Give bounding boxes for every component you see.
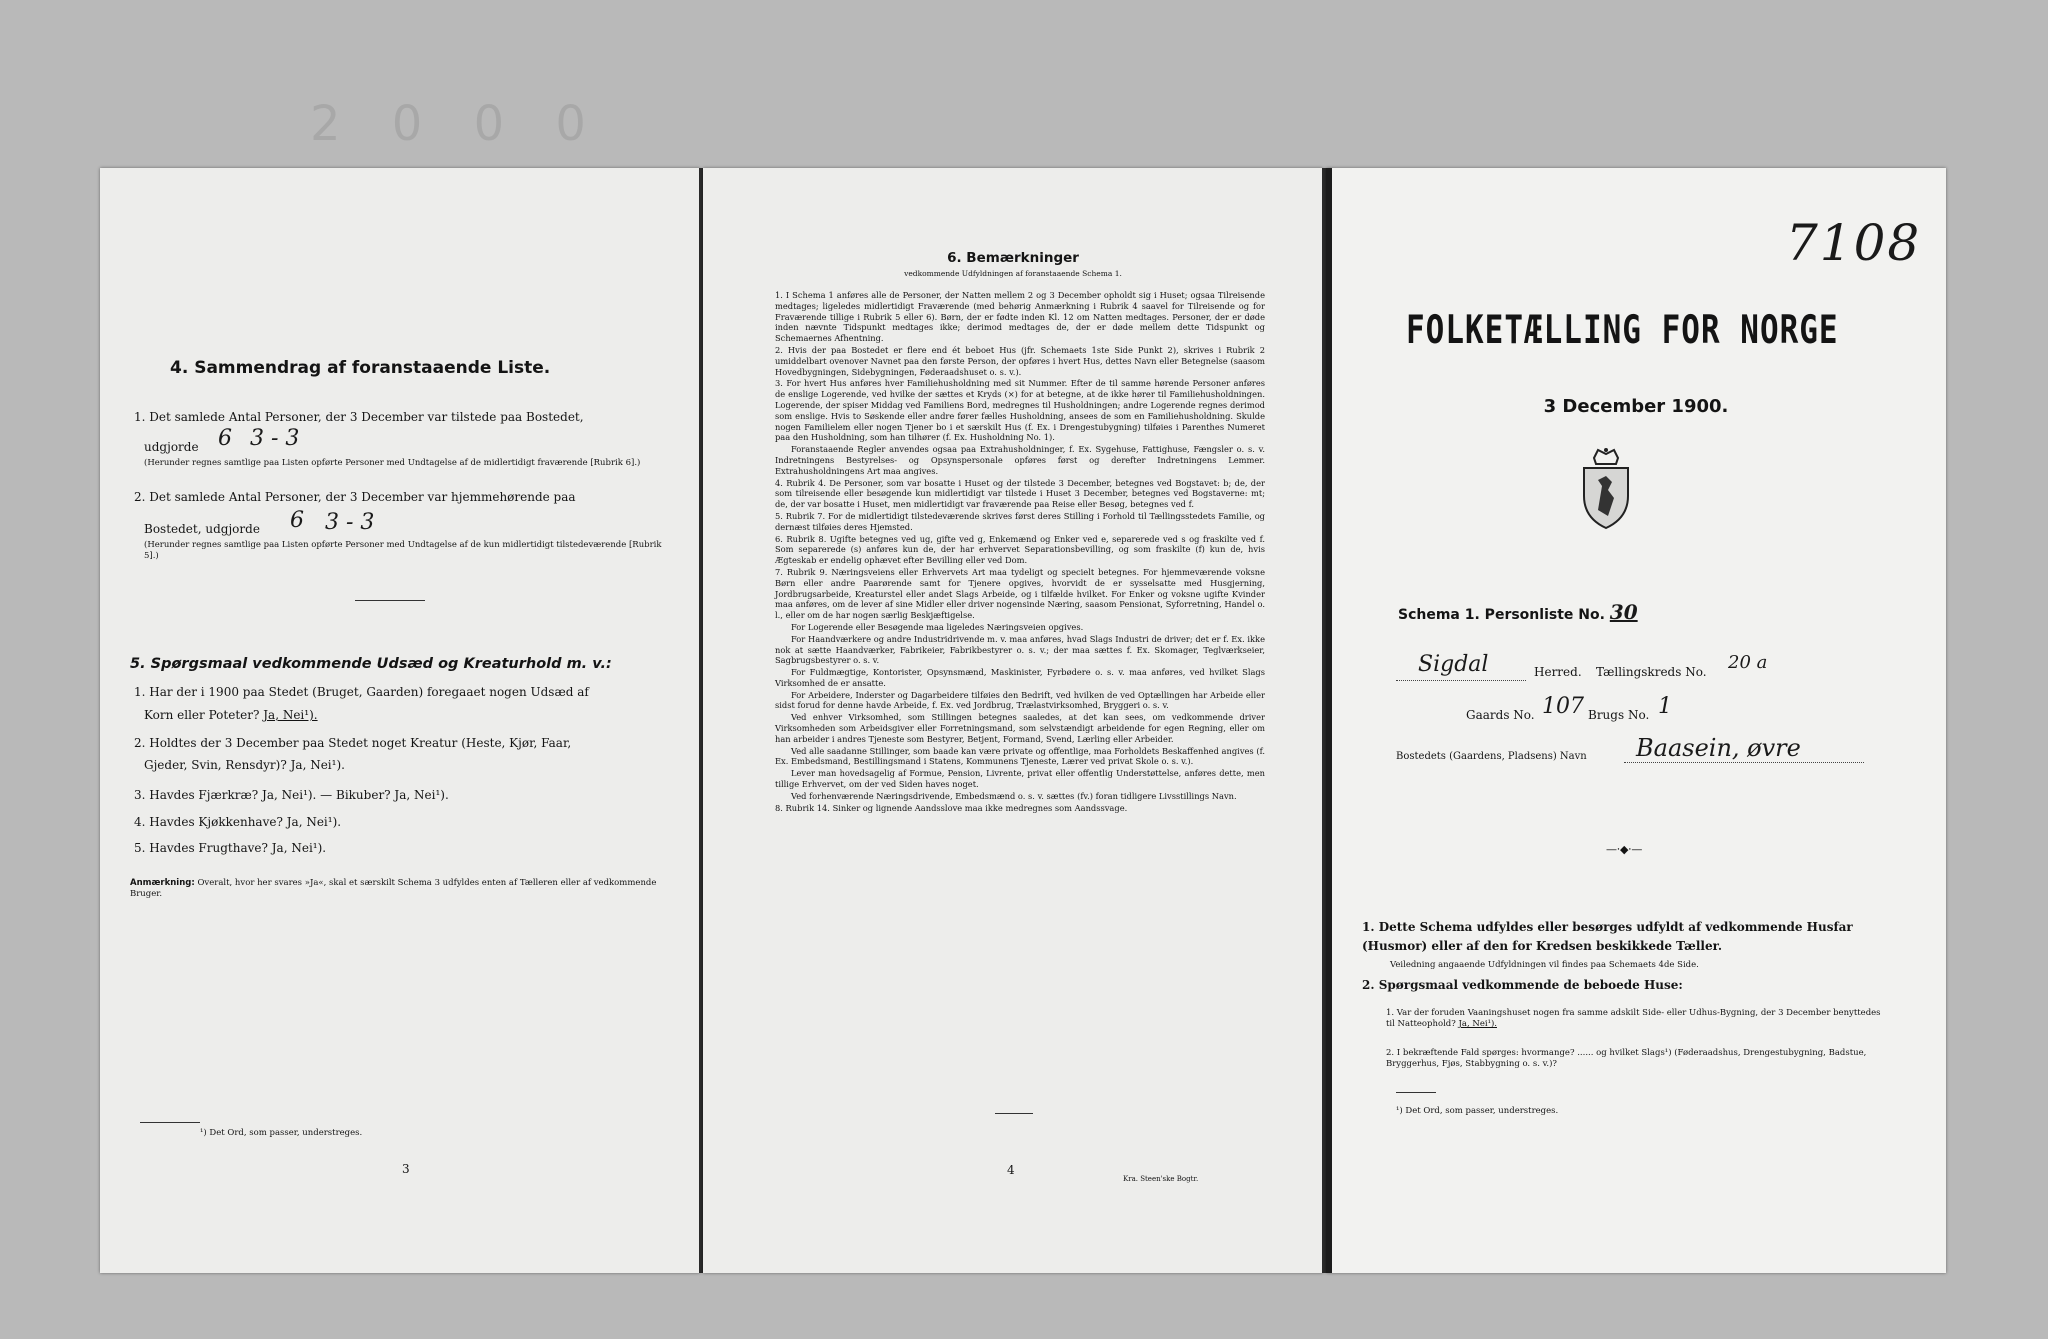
remark-paragraph: For Logerende eller Besøgende maa ligeledes Næringsveien opgives. — [791, 621, 1084, 632]
remark-paragraph: Ved enhver Virksomhed, som Stillingen betegnes saaledes, at det kan sees, om vedkommende driver Virksomheden som Arbeidsgiver eller Forretningsmand, som selvstændigt arbeidende for egen Regning, eller om han arbeider i andres Tjeneste som Bestyrer, Betjent, Formand, Svend, Lærling eller Arbeider. — [775, 712, 1265, 744]
instruction-2-1-answer: Ja, Nei¹). — [1458, 1019, 1497, 1029]
footnote-rule — [1396, 1092, 1436, 1093]
remark-paragraph: 1. I Schema 1 anføres alle de Personer, der Natten mellem 2 og 3 December opholdt sig i Huset; ogsaa Tilreisende medtages; ligeledes midlertidigt Fraværende (med behørig Anmærkning i Rubrik 4 saavel for Tilreisende og for Fraværende tillige i Rubrik 5 eller 6). Børn, der er fødte inden Kl. 12 om Natten medtages. Personer, der er døde inden nævnte Tidspunkt medtages ikke; derimod medtages de, der er døde mellem dette Tidspunkt og Schemaernes Afhentning. — [775, 290, 1265, 344]
remark-paragraph: 6. Rubrik 8. Ugifte betegnes ved ug, gifte ved g, Enkemænd og Enker ved e, separerede ved s og fraskilte ved f. Som separerede (s) anføres kun de, der har erhvervet Separationsbevilling, og som fraskilte (f) kun de, hvis Ægteskab er endelig ophævet efter Bevilling eller ved Dom. — [775, 533, 1265, 566]
q4-line — [134, 813, 341, 832]
q1: 1. Har der i 1900 paa Stedet (Bruget, Gaarden) foregaaet nogen Udsæd af — [134, 685, 589, 699]
q2b: Gjeder, Svin, Rensdyr)? — [144, 758, 287, 772]
item1-split: 3 - 3 — [250, 426, 300, 451]
schema-line — [1398, 600, 1638, 624]
remark-paragraph: 2. Hvis der paa Bostedet er flere end ét beboet Hus (jfr. Schemaets 1ste Side Punkt 2), skrives i Rubrik 2 umiddelbart ovenover Navnet paa den første Person, der opføres i hvert Hus, dettes Navn eller Betegnelse (saasom Hovedbygningen, Sidebygningen, Føderaadshuset o. s. v.). — [775, 344, 1265, 377]
personliste-no: 30 — [1609, 600, 1638, 624]
printer-mark: Kra. Steen'ske Bogtr. — [1123, 1175, 1199, 1183]
main-title: FOLKETÆLLING FOR NORGE — [1406, 308, 1839, 353]
q5-answer: Ja, Nei¹). — [271, 841, 327, 855]
kreds-label: Tællingskreds No. — [1596, 665, 1707, 679]
bosted-field — [1624, 746, 1864, 763]
item1-udgjorde: udgjorde — [144, 440, 199, 454]
q3: 3. Havdes Fjærkræ? — [134, 788, 259, 802]
instruction-2-2: 2. I bekræftende Fald spørges: hvormange? ...... og hvilket Slags¹) (Føderaadshus, Drengestubygning, Badstue, Bryggerhus, Fjøs, Stabbygning o. s. v.)? — [1386, 1048, 1867, 1069]
footnote: ¹) Det Ord, som passer, understreges. — [1396, 1106, 1559, 1116]
gaards-label: Gaards No. — [1466, 708, 1535, 722]
divider — [995, 1113, 1033, 1114]
gaards-no: 107 — [1542, 694, 1584, 719]
anmerkning-label: Anmærkning: — [130, 878, 195, 888]
item1-text: 1. Det samlede Antal Personer, der 3 December var tilstede paa Bostedet, — [134, 410, 584, 424]
remarks-title: 6. Bemærkninger — [947, 250, 1079, 266]
brugs-label: Brugs No. — [1588, 708, 1650, 722]
kreds-no: 20 a — [1728, 652, 1768, 673]
item2-note: (Herunder regnes samtlige paa Listen opførte Personer med Undtagelse af de kun midlertidigt tilstedeværende [Rubrik 5].) — [144, 540, 662, 561]
remark-paragraph: For Fuldmægtige, Kontorister, Opsynsmænd, Maskinister, Fyrbødere o. s. v. maa anføres, ved hvilket Slags Virksomhed de er ansatte. — [775, 667, 1265, 688]
section5-title: 5. Spørgsmaal vedkommende Udsæd og Kreaturhold m. v.: — [130, 656, 612, 672]
q4-answer: Ja, Nei¹). — [286, 815, 342, 829]
q2-line2 — [144, 756, 345, 775]
herred-name: Sigdal — [1418, 652, 1489, 677]
section4-title: 4. Sammendrag af foranstaaende Liste. — [170, 358, 551, 378]
instruction-2-1-block — [1386, 1008, 1886, 1030]
bosted-name: Baasein, øvre — [1636, 734, 1801, 762]
left-page — [100, 168, 700, 1273]
remarks-body — [775, 290, 1265, 814]
remark-paragraph: 8. Rubrik 14. Sinker og lignende Aandsslove maa ikke medregnes som Aandssvage. — [775, 802, 1128, 813]
remark-paragraph: For Arbeidere, Inderster og Dagarbeidere tilføies den Bedrift, ved hvilken de ved Optællingen har Arbeide eller sidst forud for denne havde Arbeide, f. Ex. ved Jordbrug, Trælastvirksomhed, Bryggeri o. s. v. — [775, 689, 1265, 711]
q1-line2 — [144, 706, 318, 725]
coat-of-arms-icon — [1576, 446, 1636, 531]
page-number: 4 — [1007, 1163, 1015, 1177]
remark-paragraph: Foranstaaende Regler anvendes ogsaa paa Extrahusholdninger, f. Ex. Sygehuse, Fattighuse, Fængsler o. s. v. Indretningens Bestyrelses- og Opsynspersonale opføres først og derefter Indretningens Lemmer. Extrahusholdningens Art maa angives. — [775, 444, 1265, 476]
divider — [355, 600, 425, 601]
anmerkning-text: Overalt, hvor her svares »Ja«, skal et særskilt Schema 3 udfyldes enten af Tælleren eller af vedkommende Bruger. — [130, 878, 657, 899]
archive-number: 7108 — [1786, 214, 1922, 272]
item2-bostedet: Bostedet, udgjorde — [144, 522, 260, 536]
item2-split: 3 - 3 — [325, 510, 375, 535]
remark-paragraph: 4. Rubrik 4. De Personer, som var bosatte i Huset og der tilstede 3 December, betegnes ved Bogstavet: b; de, der som tilreisende eller besøgende kun midlertidigt var tilstede i Huset 3 December, betegnes ved Bogstaverne: mt; de, der var bosatte i Huset, men midlertidigt var fraværende paa Reise eller Besøg, betegnes ved f. — [775, 477, 1265, 510]
right-page — [1326, 168, 1946, 1273]
footnote-rule — [140, 1122, 200, 1123]
remark-paragraph: 7. Rubrik 9. Næringsveiens eller Erhvervets Art maa tydeligt og specielt betegnes. For hjemmeværende voksne Børn eller andre Paarørende samt for Tjenere opgives, hvorvidt de er sysselsatte med Husgjerning, Jordbrugsarbeide, Kreaturstel eller andet Slags Arbeide, og i tilfælde hvilket. For Enker og voksne ugifte Kvinder maa anføres, om de lever af sine Midler eller driver nogensinde Næring, saasom Pensionat, Syforretning, Handel o. l., eller om de har nogen særlig Beskjæftigelse. — [775, 566, 1265, 621]
bleed-through-text: 2 0 0 0 — [310, 96, 604, 152]
remark-paragraph: 5. Rubrik 7. For de midlertidigt tilstedeværende skrives først deres Stilling i Forhold til Tællingsstedets Familie, og dernæst tilføies deres Hjemsted. — [775, 510, 1265, 532]
footnote: ¹) Det Ord, som passer, understreges. — [200, 1128, 363, 1138]
instruction-2-1: 1. Var der foruden Vaaningshuset nogen fra samme adskilt Side- eller Udhus-Bygning, der 3 December benyttedes til Natteophold? — [1386, 1008, 1881, 1029]
q3-answer: Ja, Nei¹). — Bikuber? Ja, Nei¹). — [262, 788, 449, 802]
ornament-icon: —⸱◆⸱— — [1606, 843, 1643, 856]
remark-paragraph: 3. For hvert Hus anføres hver Familiehusholdning med sit Nummer. Efter de til samme hørende Personer anføres de enslige Logerende, ved hvilke der sættes et Kryds (×) for at betegne, at de ikke hører til Familiehusholdningen. Logerende, der spiser Middag ved Familiens Bord, medregnes til Husholdningen; andre Logerende regnes derimod som enslige. Hvis to Søskende eller andre fører fælles Husholdning, ansees de som en Familiehusholdning. Skulde nogen Familielem eller nogen Tjener bo i et særskilt Hus (f. Ex. i Drengestubygning) tilføies i Parenthes Numeret paa den Husholdning, som han tilhører (f. Ex. Husholdning No. 1). — [775, 378, 1265, 443]
q4: 4. Havdes Kjøkkenhave? — [134, 815, 283, 829]
instruction-1: 1. Dette Schema udfyldes eller besørges udfyldt af vedkommende Husfar (Husmor) eller af den for Kredsen beskikkede Tæller. — [1362, 920, 1853, 953]
item1-note: (Herunder regnes samtlige paa Listen opførte Personer med Undtagelse af de midlertidigt fraværende [Rubrik 6].) — [144, 458, 641, 468]
item1-value: 6 — [218, 426, 232, 451]
q2-answer: Ja, Nei¹). — [290, 758, 345, 772]
remark-paragraph: Ved alle saadanne Stillinger, som baade kan være private og offentlige, maa Forholdets Beskaffenhed angives (f. Ex. Embedsmand, Bestillingsmand i Statens, Kommunens Tjeneste, Lærer ved privat Skole o. s. v.). — [775, 745, 1265, 767]
instruction-1-note: Veiledning angaaende Udfyldningen vil findes paa Schemaets 4de Side. — [1390, 960, 1699, 970]
q5: 5. Havdes Frugthave? — [134, 841, 268, 855]
remark-paragraph: Lever man hovedsagelig af Formue, Pension, Livrente, privat eller offentlig Understøttelse, anføres dette, men tillige Erhvervet, om der ved Siden haves noget. — [775, 768, 1265, 790]
instruction-2: 2. Spørgsmaal vedkommende de beboede Huse: — [1362, 978, 1683, 992]
q1-answer: Ja, Nei¹). — [263, 708, 318, 722]
anmerkning-block — [130, 878, 670, 900]
schema-label: Schema 1. Personliste No. — [1398, 607, 1605, 623]
q2: 2. Holdtes der 3 December paa Stedet noget Kreatur (Heste, Kjør, Faar, — [134, 736, 572, 750]
remark-paragraph: For Haandværkere og andre Industridrivende m. v. maa anføres, hvad Slags Industri de driver; det er f. Ex. ikke nok at sætte Haandværker, Fabrikeier, Fabrikbestyrer o. s. v.; der maa sættes f. Ex. Skomager, Teglværkseier, Sagbrugsbestyrer o. s. v. — [775, 633, 1265, 666]
remark-paragraph: Ved forhenværende Næringsdrivende, Embedsmænd o. s. v. sættes (fv.) foran tidligere Livsstillings Navn. — [791, 790, 1237, 801]
item2-value: 6 — [290, 508, 304, 533]
page-number: 3 — [402, 1162, 410, 1176]
remarks-subtitle: vedkommende Udfyldningen af foranstaaende Schema 1. — [904, 269, 1122, 278]
q5-line — [134, 839, 326, 858]
census-date: 3 December 1900. — [1543, 396, 1729, 417]
item2-text: 2. Det samlede Antal Personer, der 3 December var hjemmehørende paa — [134, 490, 576, 504]
herred-label: Herred. — [1534, 665, 1582, 679]
q1b: Korn eller Poteter? — [144, 708, 260, 722]
middle-page — [703, 168, 1323, 1273]
q3-line — [134, 786, 449, 805]
bosted-label: Bostedets (Gaardens, Pladsens) Navn — [1396, 751, 1587, 762]
page-edge-marks — [1326, 168, 1332, 1273]
brugs-no: 1 — [1658, 694, 1672, 719]
